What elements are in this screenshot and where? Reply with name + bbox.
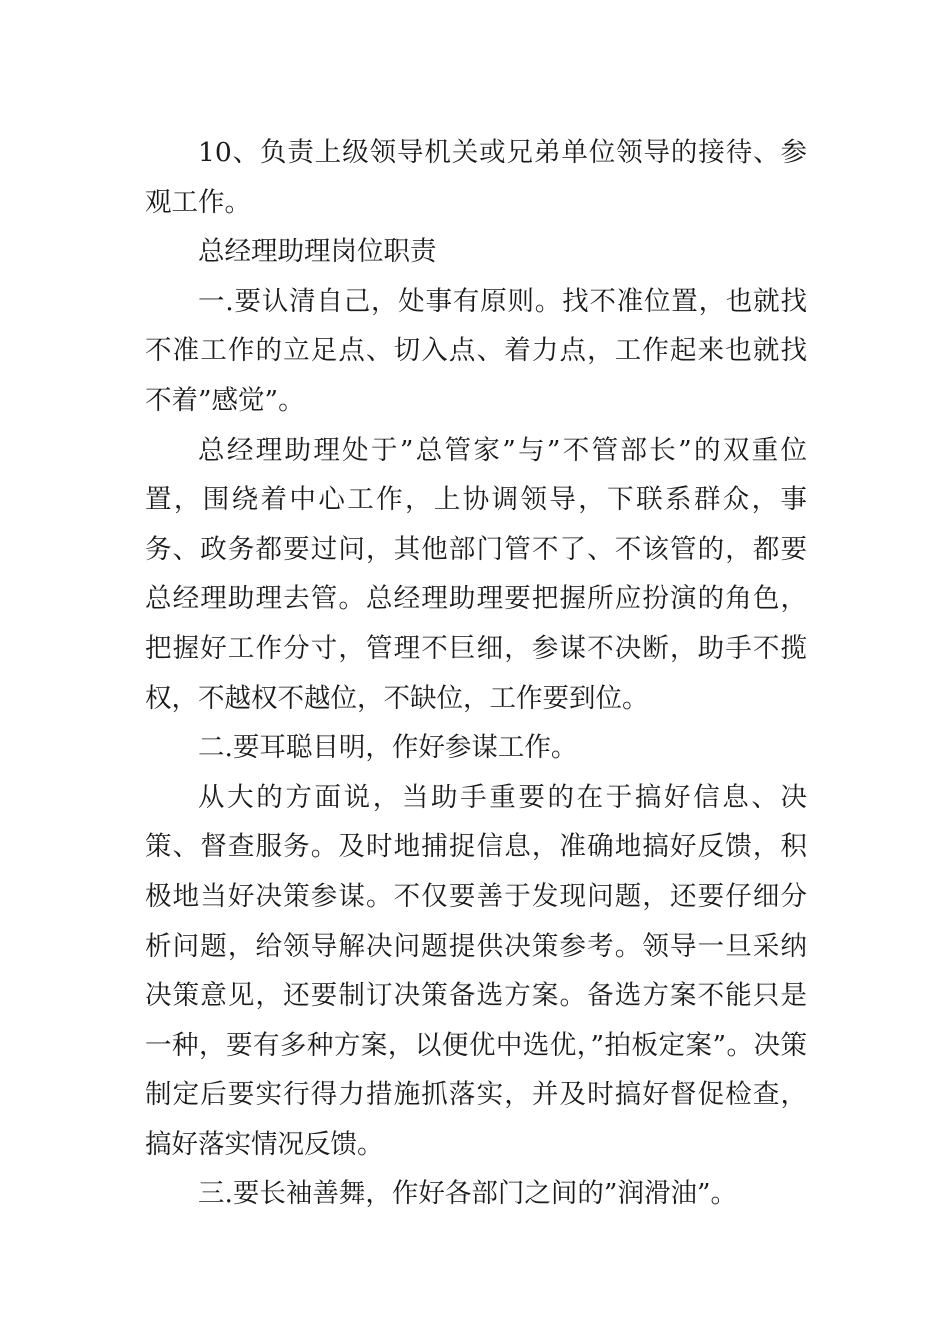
paragraph-point-two: 二.要耳聪目明，作好参谋工作。 <box>198 732 578 764</box>
paragraph-point-three: 三.要长袖善舞，作好各部门之间的”润滑油”。 <box>198 1178 738 1210</box>
paragraph-point-one: 一.要认清自己，处事有原则。找不准位置，也就找不准工作的立足点、切入点、着力点，工作起来也就找不着”感觉”。 <box>145 285 807 416</box>
document-body <box>145 128 807 1219</box>
paragraph-advisory-service: 从大的方面说，当助手重要的在于搞好信息、决策、督查服务。及时地捕捉信息，准确地搞好反馈，积极地当好决策参谋。不仅要善于发现问题，还要仔细分析问题，给领导解决问题提供决策参考。领导一旦采纳决策意见，还要制订决策备选方案。备选方案不能只是一种，要有多种方案，以便优中选优，”拍板定案”。决策制定后要实行得力措施抓落实，并及时搞好督促检查，搞好落实情况反馈。 <box>145 781 807 1160</box>
paragraph-item-10-reception: 10、负责上级领导机关或兄弟单位领导的接待、参观工作。 <box>145 137 807 218</box>
paragraph-dual-role: 总经理助理处于”总管家”与”不管部长”的双重位置，围绕着中心工作，上协调领导，下联系群众，事务、政务都要过问，其他部门管不了、不该管的，都要总经理助理去管。总经理助理要把握所应扮演的角色，把握好工作分寸，管理不巨细，参谋不决断，助手不揽权，不越权不越位，不缺位，工作要到位。 <box>145 434 807 714</box>
section-title-assistant-duties: 总经理助理岗位职责 <box>198 236 437 268</box>
